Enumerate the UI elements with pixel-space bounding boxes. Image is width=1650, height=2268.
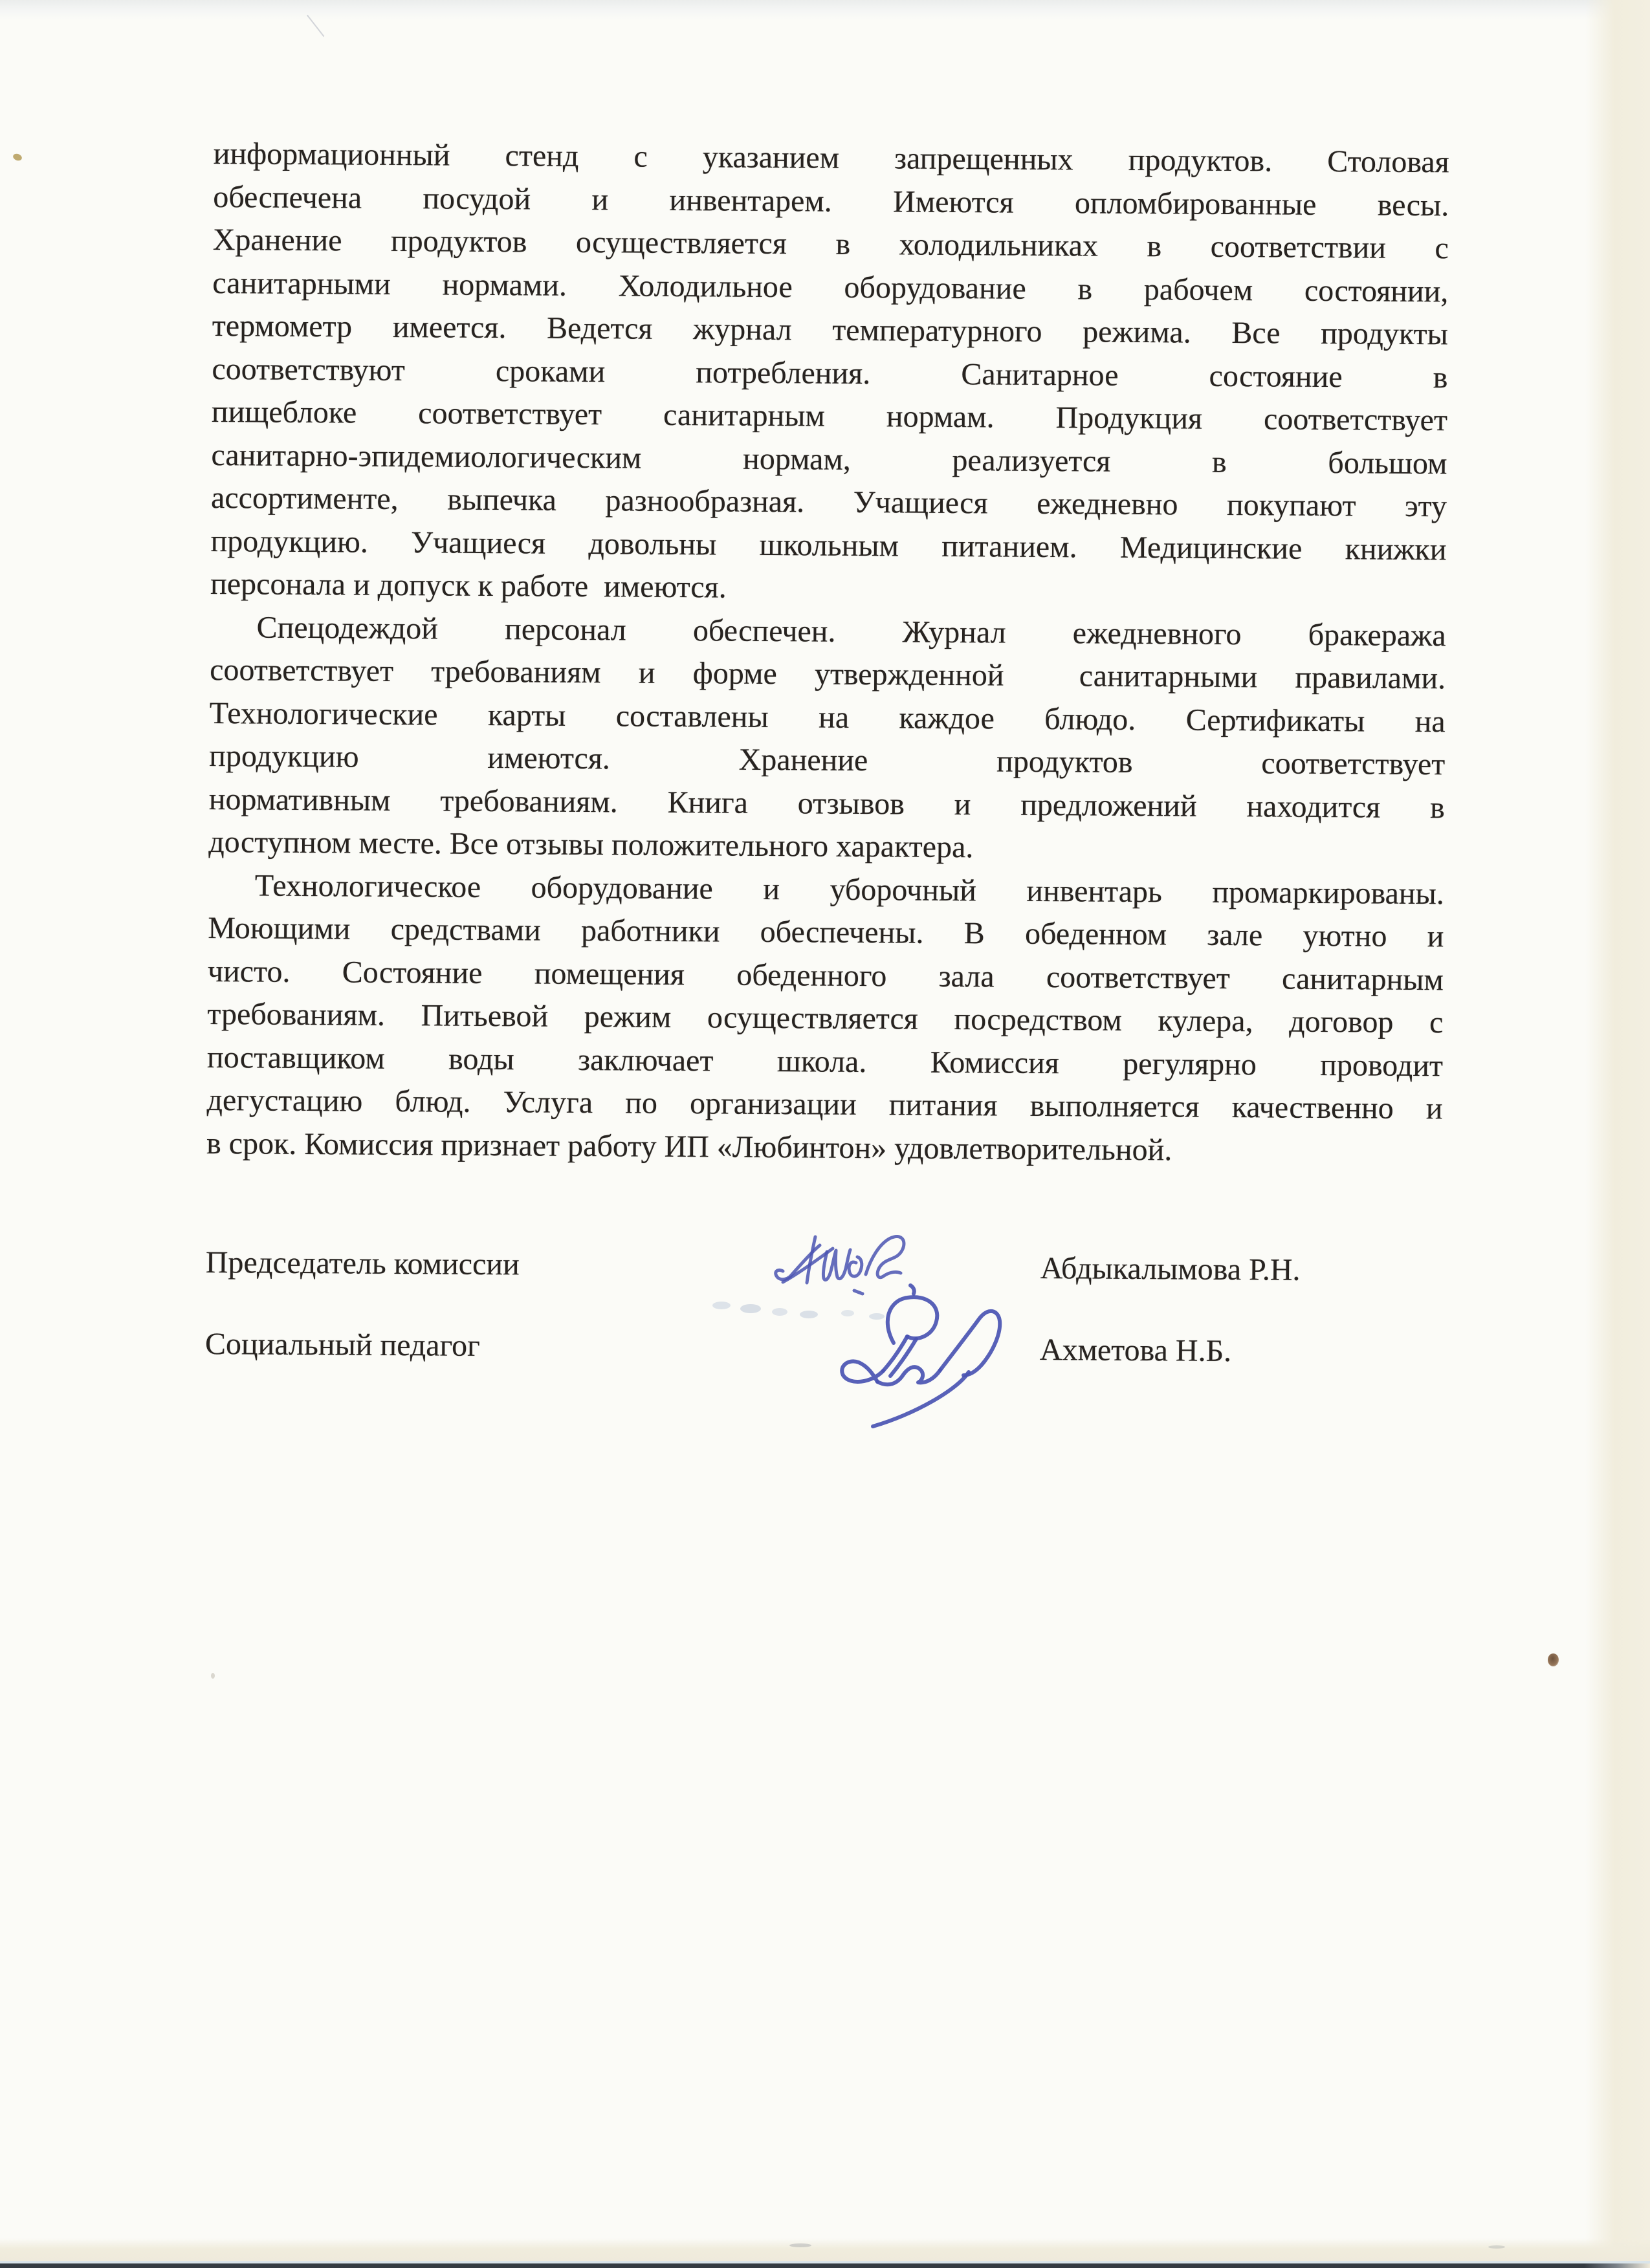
dust-speck [12,153,23,162]
text-line: Спецодеждой персонал обеспечен. Журнал ежедневного бракеража [256,609,1446,653]
signature-stroke [940,1311,1000,1375]
text-line: пищеблоке соответствует санитарным нормам. Продукция соответствует [211,394,1448,438]
signature-stroke [807,1237,815,1283]
scan-edge-top [0,0,1650,19]
paragraph [206,864,1444,1173]
signature-ink-chairman [776,1236,904,1294]
signature-stroke [854,1291,863,1294]
signature-stroke [910,1285,914,1294]
signature-role-chairman: Председатель комиссии [205,1245,520,1282]
text-line: санитарно-эпидемиологическим нормам, реализуется в большом [211,437,1447,481]
text-line: ассортименте, выпечка разнообразная. Учащиеся ежедневно покупают эту [210,480,1447,524]
signature-stroke [823,1250,850,1280]
scan-edge-bottom-paper [0,2238,1650,2262]
scan-edge-right [1585,0,1650,2268]
text-line: чисто. Состояние помещения обеденного зала соответствует санитарным [207,954,1444,997]
text-line: поставщиком воды заключает школа. Комиссия регулярно проводит [206,1040,1444,1083]
text-line: соответствуют сроками потребления. Санитарное состояние в [212,351,1448,395]
paragraph [208,605,1446,872]
text-line: продукцию. Учащиеся довольны школьным питанием. Медицинские книжки [210,523,1447,567]
signature-role-social-pedagogue: Социальный педагог [204,1326,480,1363]
signature-stroke [888,1297,938,1343]
signature-stroke [842,1361,883,1382]
signature-ink-social-pedagogue [842,1285,1000,1426]
dust-speck [1548,1653,1559,1666]
scan-smudge [1488,2245,1505,2249]
text-line: обеспечена посудой и инвентарем. Имеются опломбированные весы. [213,179,1449,223]
paragraph [210,133,1449,615]
text-line: санитарными нормами. Холодильное оборудование в рабочем состоянии, [212,265,1449,309]
text-line: нормативным требованиям. Книга отзывов и предложений находится в [208,781,1445,825]
text-line: доступном месте. Все отзывы положительного характера. [208,824,974,865]
text-line: дегустацию блюд. Услуга по организации питания выполняется качественно и [206,1082,1443,1126]
signature-stroke [883,1336,907,1371]
text-line: соответствует требованиям и форме утвержденной санитарными правилами. [210,652,1446,696]
signature-name-chairman: Абдыкалымова Р.Н. [1040,1250,1301,1287]
signature-stroke [877,1367,940,1384]
document-content [204,133,1449,1369]
text-line: Технологические карты составлены на каждое блюдо. Сертификаты на [209,695,1446,739]
text-line: термометр имеется. Ведется журнал температурного режима. Все продукты [212,308,1449,352]
text-line: Хранение продуктов осуществляется в холодильниках в соответствии с [212,222,1449,266]
text-line: продукцию имеются. Хранение продуктов соответствует [209,738,1446,782]
signature-ink-smudge [712,1302,885,1320]
signature-name-social-pedagogue: Ахметова Н.Б. [1039,1332,1232,1369]
text-line: Моющими средствами работники обеспечены. В обеденном зале уютно и [208,910,1444,954]
text-line: информационный стенд с указанием запрещенных продуктов. Столовая [213,136,1449,180]
signature-stroke [866,1236,904,1277]
text-line: требованиям. Питьевой режим осуществляется посредством кулера, договор с [207,996,1444,1040]
scan-edge-bottom-dark [0,2263,1650,2268]
text-line: Технологическое оборудование и уборочный инвентарь промаркированы. [254,867,1445,911]
text-line: в срок. Комиссия признает работу ИП «Любинтон» удовлетворительной. [206,1126,1172,1167]
dust-speck [211,1673,215,1679]
text-line: персонала и допуск к работе имеются. [210,566,727,605]
handwritten-signatures [712,1216,1048,1527]
scan-smudge [789,2243,811,2247]
body-text [206,133,1449,1173]
signature-stroke [849,1257,862,1276]
